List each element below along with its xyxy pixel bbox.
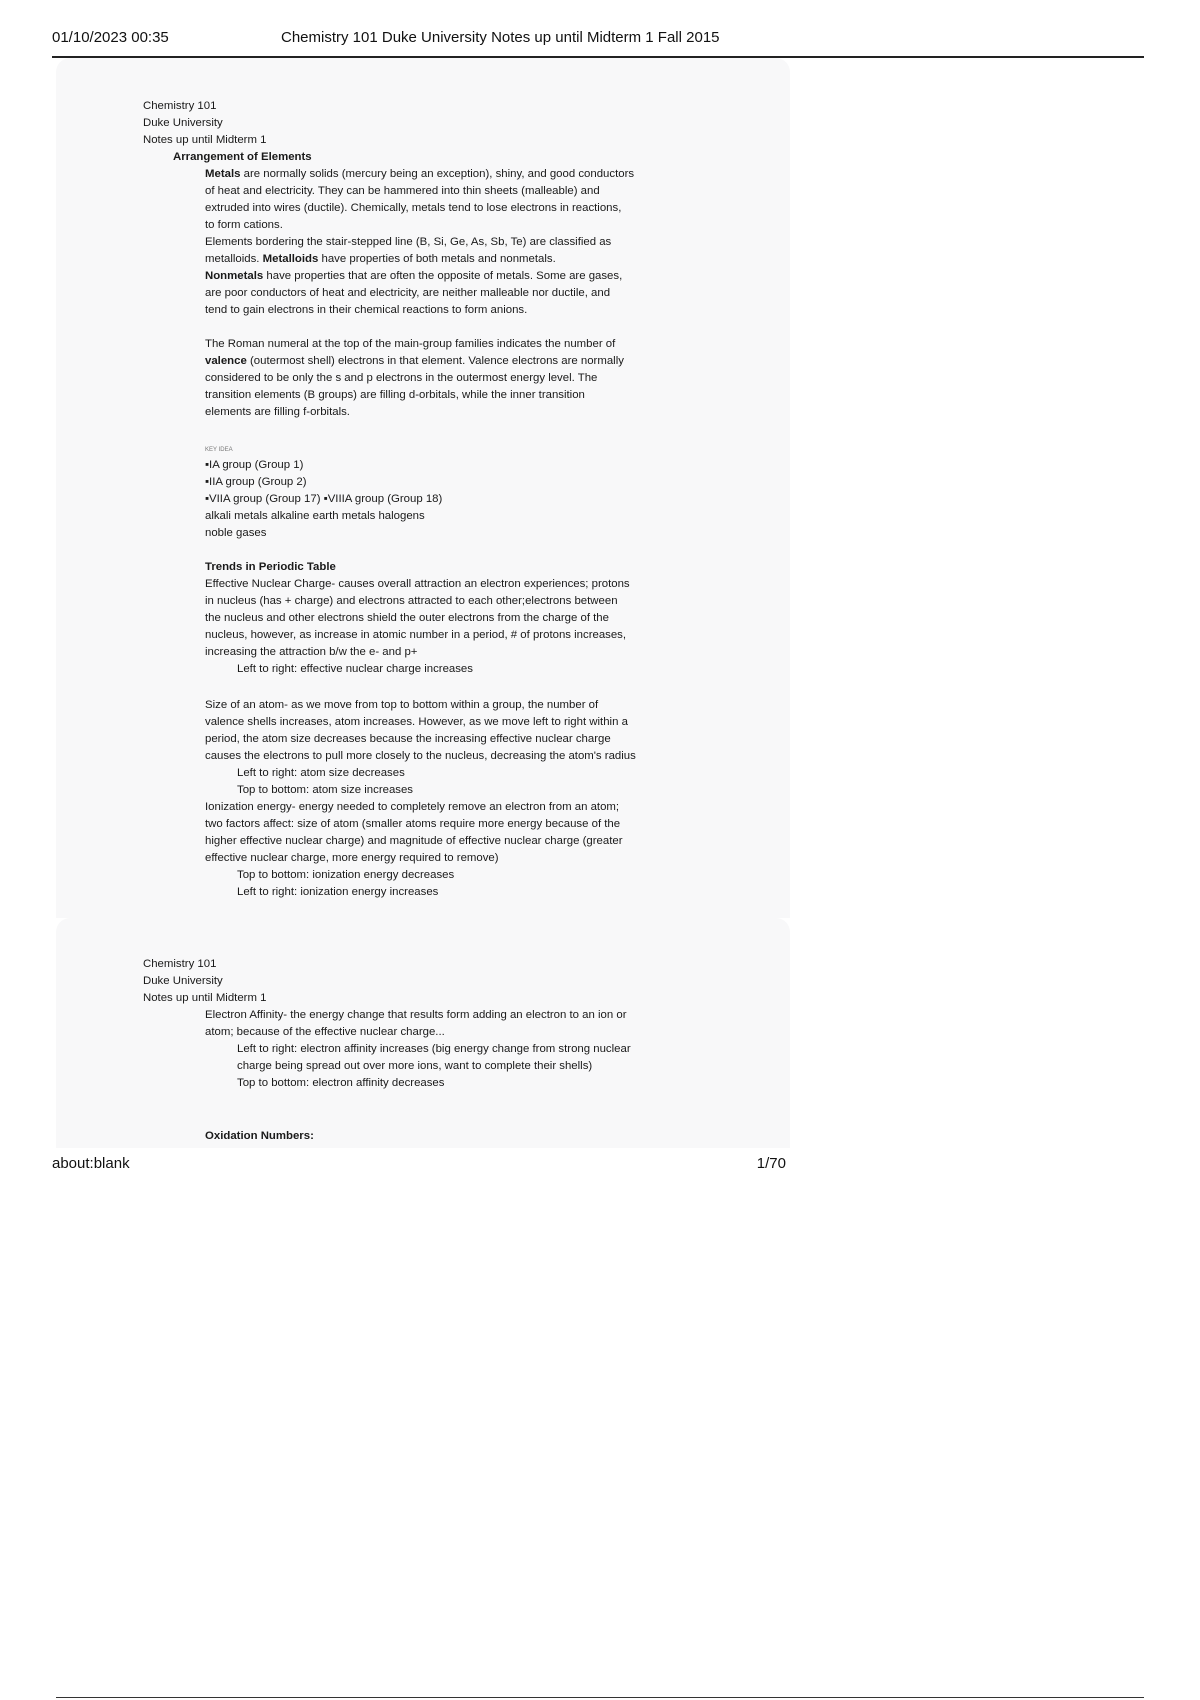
paragraph-line: in nucleus (has + charge) and electrons attracted to each other;electrons between (205, 595, 618, 607)
term-metals: Metals (205, 168, 241, 180)
term-valence: valence (205, 355, 247, 367)
paragraph-line: valence (outermost shell) electrons in that element. Valence electrons are normally (205, 355, 624, 367)
paragraph-line: nucleus, however, as increase in atomic number in a period, # of protons increases, (205, 629, 627, 641)
term-nonmetals: Nonmetals (205, 270, 264, 282)
paragraph-line: atom; because of the effective nuclear charge... (205, 1026, 445, 1038)
paragraph-line: alkali metals alkaline earth metals halogens (205, 510, 425, 522)
paragraph-line: increasing the attraction b/w the e- and p+ (205, 646, 418, 658)
paragraph-line: elements are filling f-orbitals. (205, 406, 350, 418)
paragraph-line: are poor conductors of heat and electricity, are neither malleable nor ductile, and (205, 287, 611, 299)
term-metalloids: Metalloids (262, 253, 319, 265)
heading-oxidation: Oxidation Numbers: (205, 1130, 314, 1142)
paragraph-line: metalloids. Metalloids have properties of both metals and nonmetals. (205, 253, 556, 265)
paragraph-line: Size of an atom- as we move from top to bottom within a group, the number of (205, 699, 599, 711)
paragraph-line: causes the electrons to pull more closely to the nucleus, decreasing the atom's radius (205, 750, 636, 762)
print-title: Chemistry 101 Duke University Notes up until Midterm 1 Fall 2015 (281, 29, 720, 46)
paragraph-line: two factors affect: size of atom (smaller atoms require more energy because of the (205, 818, 621, 830)
doc-notes-title: Notes up until Midterm 1 (143, 134, 267, 146)
print-page-number: 1/70 (756, 1155, 786, 1172)
paragraph-line: Ionization energy- energy needed to completely remove an electron from an atom; (205, 801, 620, 813)
paragraph-line: Nonmetals have properties that are often the opposite of metals. Some are gases, (205, 270, 623, 282)
trend-line: Left to right: electron affinity increases (big energy change from strong nuclear (237, 1043, 631, 1055)
list-item: ▪IIA group (Group 2) (205, 476, 307, 488)
paragraph-line: of heat and electricity. They can be hammered into thin sheets (malleable) and (205, 185, 600, 197)
list-item: ▪VIIA group (Group 17) ▪VIIIA group (Group 18) (205, 493, 443, 505)
paragraph-line: tend to gain electrons in their chemical reactions to form anions. (205, 304, 528, 316)
paragraph-line: The Roman numeral at the top of the main-group families indicates the number of (205, 338, 616, 350)
doc-university: Duke University (143, 975, 223, 987)
paragraph-line: extruded into wires (ductile). Chemically, metals tend to lose electrons in reactions, (205, 202, 622, 214)
doc-university: Duke University (143, 117, 223, 129)
doc-course: Chemistry 101 (143, 958, 217, 970)
heading-trends: Trends in Periodic Table (205, 561, 336, 573)
paragraph-line: considered to be only the s and p electrons in the outermost energy level. The (205, 372, 598, 384)
paragraph-line: Metals are normally solids (mercury being an exception), shiny, and good conductors (205, 168, 635, 180)
paragraph-line: valence shells increases, atom increases. However, as we move left to right within a (205, 716, 628, 728)
paragraph-line: higher effective nuclear charge) and magnitude of effective nuclear charge (greater (205, 835, 623, 847)
paragraph-line: transition elements (B groups) are filling d-orbitals, while the inner transition (205, 389, 585, 401)
trend-line: Left to right: effective nuclear charge increases (237, 663, 473, 675)
paragraph-line: Effective Nuclear Charge- causes overall attraction an electron experiences; protons (205, 578, 630, 590)
trend-line: Top to bottom: atom size increases (237, 784, 414, 796)
trend-line: charge being spread out over more ions, want to complete their shells) (237, 1060, 593, 1072)
trend-line: Top to bottom: ionization energy decreases (237, 869, 455, 881)
trend-line: Left to right: ionization energy increases (237, 886, 439, 898)
doc-notes-title: Notes up until Midterm 1 (143, 992, 267, 1004)
paragraph-line: Elements bordering the stair-stepped line (B, Si, Ge, As, Sb, Te) are classified as (205, 236, 612, 248)
paragraph-line: effective nuclear charge, more energy required to remove) (205, 852, 499, 864)
trend-line: Left to right: atom size decreases (237, 767, 405, 779)
paragraph-line: noble gases (205, 527, 267, 539)
paragraph-line: period, the atom size decreases because the increasing effective nuclear charge (205, 733, 611, 745)
paragraph-line: the nucleus and other electrons shield the outer electrons from the charge of the (205, 612, 609, 624)
doc-course: Chemistry 101 (143, 100, 217, 112)
key-idea-label: KEY IDEA (205, 447, 233, 453)
print-datetime: 01/10/2023 00:35 (52, 29, 169, 46)
document-page-2-text (0, 0, 800, 1150)
print-url: about:blank (52, 1155, 130, 1172)
trend-line: Top to bottom: electron affinity decreases (237, 1077, 445, 1089)
heading-arrangement: Arrangement of Elements (173, 151, 312, 163)
paragraph-line: Electron Affinity- the energy change that results form adding an electron to an ion or (205, 1009, 627, 1021)
list-item: ▪IA group (Group 1) (205, 459, 304, 471)
paragraph-line: to form cations. (205, 219, 283, 231)
bottom-divider (56, 1697, 1144, 1698)
